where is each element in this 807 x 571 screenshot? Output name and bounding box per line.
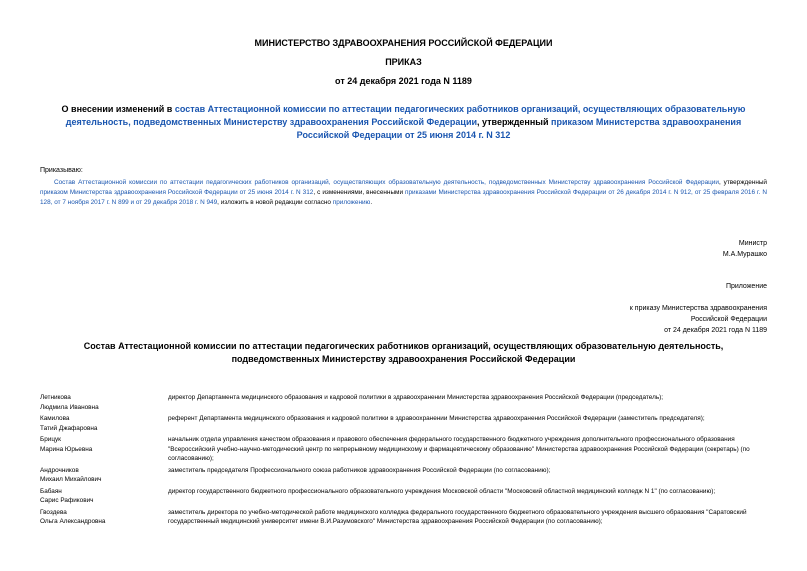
member-surname: Брицук (40, 436, 61, 443)
document-title (40, 103, 767, 142)
composition-heading: Состав Аттестационной комиссии по аттестации педагогических работников организаций, осуществляющих образовательную деятельность, подведомственных Министерству здравоохранения Российской Федерации (83, 341, 724, 364)
title-text-2: , утвержденный (477, 117, 552, 127)
body-link-amending-orders[interactable]: приказами Министерства здравоохранения Российской Федерации от 26 декабря 2014 г. N 912, от 25 февраля 2016 г. N 128, от 7 ноября 2017 г. N 899 и от 29 декабря 2018 г. N 949 (40, 188, 767, 206)
member-given-names: Михаил Михайлович (40, 476, 102, 483)
body-link-appendix[interactable]: приложению (332, 198, 371, 206)
member-row (40, 393, 767, 412)
member-role: референт Департамента медицинского образования и кадровой политики в здравоохранении Министерства здравоохранения Российской Федерации (заместитель председателя); (168, 415, 705, 422)
member-given-names: Ольга Александровна (40, 518, 106, 525)
body-link-composition[interactable]: Состав Аттестационной комиссии по аттестации педагогических работников организаций, осуществляющих образовательную деятельность, подведомственных Министерству здравоохранения Российской Федерации (54, 179, 719, 186)
member-row (40, 487, 767, 506)
member-given-names: Сарис Рафикович (40, 497, 94, 504)
member-row (40, 508, 767, 527)
member-name (40, 487, 168, 506)
signature-block (723, 238, 767, 260)
member-surname: Гвоздева (40, 508, 67, 516)
document-type-heading: ПРИКАЗ (385, 57, 422, 67)
member-surname: Летникова (40, 394, 71, 401)
member-name (40, 508, 168, 527)
order-body (40, 178, 767, 207)
appendix-label: Приложение (725, 283, 767, 290)
body-text-4: . (370, 198, 373, 206)
ministry-heading: МИНИСТЕРСТВО ЗДРАВООХРАНЕНИЯ РОССИЙСКОЙ ФЕДЕРАЦИИ (254, 38, 553, 48)
title-link-order-312[interactable]: приказом Министерства здравоохранения Российской Федерации от 25 июня 2014 г. N 312 (296, 117, 742, 140)
title-link-composition[interactable]: состав Аттестационной комиссии по аттестации педагогических работников организаций, осуществляющих образовательную деятельность, подведомственных Министерству здравоохранения Российской Федерации (65, 104, 746, 127)
member-surname: Камилова (40, 415, 70, 422)
appendix-line-1: к приказу Министерства здравоохранения (629, 305, 767, 312)
member-role: заместитель директора по учебно-методической работе медицинского колледжа федерального государственного бюджетного образовательного учреждения высшего образования "Саратовский государственный медицинский университет имени В.И.Разумовского" Министерства здравоохранения Российской Федерации (по согласованию); (168, 508, 747, 525)
member-role: директор Департамента медицинского образования и кадровой политики в здравоохранении Министерства здравоохранения Российской Федерации (председатель); (168, 394, 664, 401)
body-text-2: , с изменениями, внесенными (313, 188, 406, 196)
member-surname: Андрочников (40, 466, 79, 474)
member-given-names: Людмила Ивановна (40, 403, 99, 411)
document-date-number: от 24 декабря 2021 года N 1189 (335, 76, 472, 86)
signature-name: М.А.Мурашко (722, 251, 767, 258)
member-given-names: Марина Юрьевна (40, 445, 93, 453)
member-given-names: Татий Джафаровна (40, 424, 98, 432)
title-text-1: О внесении изменений в (61, 104, 175, 114)
member-role: начальник отдела управления качеством образования и правового обеспечения федерального государственного бюджетного учреждения дополнительного профессионального образования "Всероссийский учебно-научно-методический центр по непрерывному медицинскому и фармацевтическому образованию" Министерства здравоохранения Российской Федерации (секретарь) (по согласованию); (168, 436, 750, 462)
body-link-order-312[interactable]: приказом Министерства здравоохранения Российской Федерации от 25 июня 2014 г. N 312 (40, 188, 314, 196)
member-row (40, 435, 767, 464)
member-role: заместитель председателя Профессионального союза работников здравоохранения Российской Федерации (по согласованию); (168, 466, 551, 474)
appendix-block (630, 281, 767, 336)
body-text-3: , изложить в новой редакции согласно (217, 198, 333, 206)
member-name (40, 466, 168, 485)
member-row (40, 414, 767, 433)
signature-position: Министр (738, 240, 767, 247)
body-text-1: , утвержденный (718, 179, 768, 186)
members-list (40, 393, 767, 529)
member-surname: Бабаян (40, 487, 62, 495)
member-name (40, 393, 168, 412)
member-row (40, 466, 767, 485)
member-name (40, 435, 168, 464)
appendix-line-3: от 24 декабря 2021 года N 1189 (664, 327, 767, 334)
appendix-line-2: Российской Федерации (690, 316, 767, 323)
member-role: директор государственного бюджетного профессионального образовательного учреждения Московской области "Московский областной медицинский колледж N 1" (по согласованию); (168, 487, 716, 495)
order-label: Приказываю: (40, 167, 83, 174)
member-name (40, 414, 168, 433)
